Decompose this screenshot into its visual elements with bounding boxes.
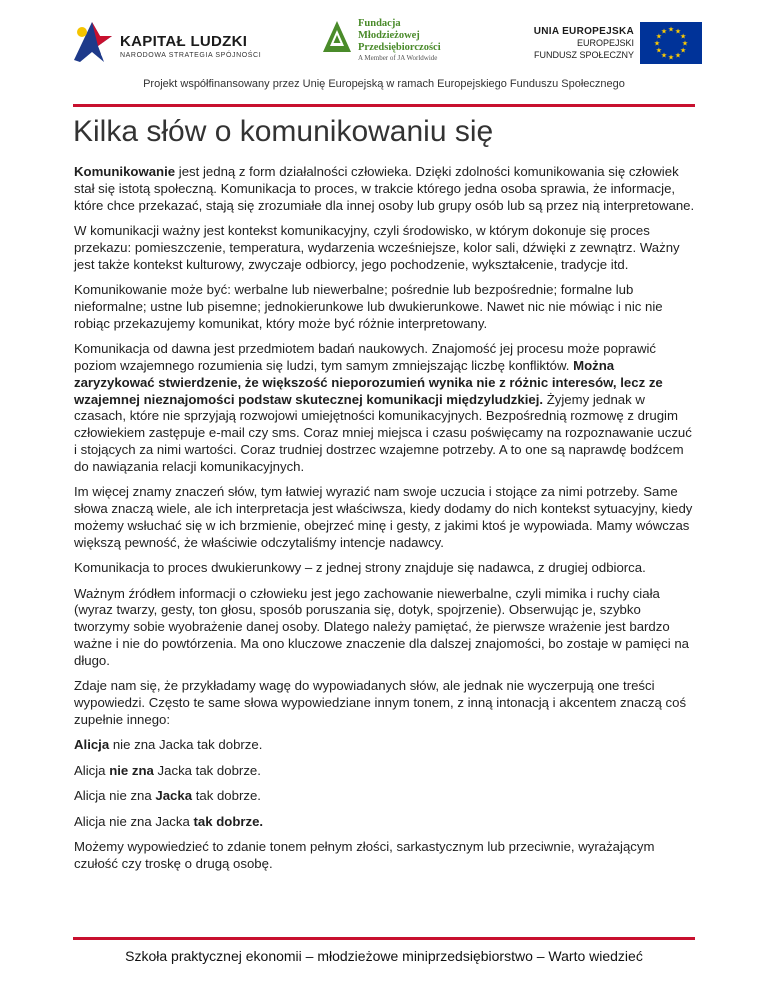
paragraph: Komunikowanie jest jedną z form działalności człowieka. Dzięki zdolności komunikowania się człowiek stał się istotą społeczną. Komunikacja to proces, w trakcie którego jedna osoba sprawia, że informacje, które chce przekazać, stają się zrozumiałe dla innej osoby lub grupy osób lub są przez nią interpretowane. [74,164,695,213]
eu-label [534,26,634,61]
eu-subtitle-2: FUNDUSZ SPOŁECZNY [533,50,634,60]
kapital-ludzki-logo [70,16,270,66]
example-sentence: Alicja nie zna Jacka tak dobrze. [74,788,261,804]
page-header [0,0,768,100]
paragraph: Ważnym źródłem informacji o człowieku jest jego zachowanie niewerbalne, czyli mimika i ruchy ciała (wyraz twarzy, gesty, ton głosu, sposób poruszania się, dotyk, spojrzenie). Obserwując je, szybko tworzymy sobie wyobrażenie danej osoby. Dlatego należy pamiętać, że pierwsze wrażenie jest bardzo ważne i nie do powtórzenia. Ma ono kluczowe znaczenie dla dalszej znajomości, bo zostaje w pamięci na długo. [74,585,690,668]
svg-text:★: ★ [681,39,689,48]
kapital-ludzki-subtitle: NARODOWA STRATEGIA SPÓJNOŚCI [120,52,262,59]
paragraph: Komunikacja od dawna jest przedmiotem badań naukowych. Znajomość jej procesu może poprawić poziom wzajemnego rozumienia się ludzi, tym samym zmniejszając liczbę konfliktów. Można zaryzykować stwierdzenie, że większość nieporozumień wynika nie z różnic interesów, lecz ze wzajemnej nieznajomości podstaw skutecznej komunikacji międzyludzkiej. Żyjemy jednak w czasach, które nie sprzyjają rozwojowi umiejętności komunikacyjnych. Bezpośrednią rozmowę z drugim człowiekiem zastępuje e-mail czy sms. Coraz mniej miejsca i czasu poświęcamy na rozpoznawanie uczuć i stojących za nimi wartości. Coraz trudniej dostrzec wzajemne potrzeby. A to one są naprawdę bodźcem do nawiązania relacji komunikacyjnych. [74,341,692,474]
svg-text:★: ★ [679,46,687,55]
kapital-ludzki-title: KAPITAŁ LUDZKI [120,33,248,50]
svg-text:★: ★ [655,32,663,41]
svg-text:★: ★ [653,39,661,48]
svg-text:★: ★ [660,27,668,36]
emphasis: nie zna [109,762,154,778]
paragraph: Komunikowanie może być: werbalne lub niewerbalne; pośrednie lub bezpośrednie; formalne lub nieformalne; ustne lub pisemne; jednokierunkowe lub dwukierunkowe. Nawet nic nie mówiąc i nic nie robiąc przekazujemy komunikat, który może być różnie interpretowany. [74,282,663,331]
eu-flag-icon [640,22,702,64]
svg-text:★: ★ [667,53,675,62]
emphasis: Jacka [155,788,193,804]
kapital-ludzki-emblem-icon [70,16,116,66]
eu-title: UNIA EUROPEJSKA [533,26,634,37]
paragraph: Zdaje nam się, że przykładamy wagę do wypowiadanych słów, ale jednak nie wyczerpują one treści wypowiedzi. Często te same słowa wypowiedziane innym tonem, z inną intonacją i akcentem znaczą coś zupełnie innego: [74,678,687,727]
fundacja-member: A Member of JA Worldwide [358,54,438,62]
fundacja-line-2: Młodzieżowej [358,30,420,41]
fundacja-logo [322,18,472,64]
emphasis: Można zaryzykować stwierdzenie, że większość nieporozumień wynika nie z różnic interesów, lecz ze wzajemnej nieznajomości podstaw skutecznej komunikacji międzyludzkiej. [74,358,663,407]
emphasis: Alicja [74,737,110,753]
example-sentence: Alicja nie zna Jacka tak dobrze. [74,737,263,753]
svg-text:★: ★ [674,51,682,60]
paragraph: W komunikacji ważny jest kontekst komunikacyjny, czyli środowisko, w którym dokonuje się proces przekazu: pomieszczenie, temperatura, wydarzenia wcześniejsze, kolor sali, dźwięki z zewnątrz. Ważny jest także kontekst kulturowy, zwyczaje odbiorcy, jego pochodzenie, wykształcenie, tradycje itd. [74,223,680,272]
svg-text:★: ★ [667,25,675,34]
page-footer: Szkoła praktycznej ekonomii – młodzieżowe miniprzedsiębiorstwo – Warto wiedzieć [125,948,643,964]
example-sentence: Alicja nie zna Jacka tak dobrze. [74,813,264,829]
page-title: Kilka słów o komunikowaniu się [73,115,494,148]
fundacja-line-1: Fundacja [358,18,401,29]
example-sentence: Alicja nie zna Jacka tak dobrze. [74,762,261,778]
paragraph: Możemy wypowiedzieć to zdanie tonem pełnym złości, sarkastycznym lub przeciwnie, wyrażającym czułość czy troskę o drugą osobę. [74,839,655,872]
svg-text:★: ★ [674,27,682,36]
project-funding-line: Projekt współfinansowany przez Unię Europejską w ramach Europejskiego Funduszu Społecznego [143,78,625,90]
svg-text:★: ★ [679,32,687,41]
fundacja-emblem-icon [322,20,352,54]
header-divider [73,104,695,107]
eu-subtitle-1: EUROPEJSKI [576,38,634,48]
fundacja-line-3: Przedsiębiorczości [358,42,441,53]
article-body [74,164,698,882]
paragraph: Komunikacja to proces dwukierunkowy – z jednej strony znajduje się nadawca, z drugiej odbiorca. [74,560,646,576]
emphasis: Komunikowanie [74,164,176,179]
svg-text:★: ★ [655,46,663,55]
emphasis: tak dobrze. [193,813,264,829]
svg-text:★: ★ [660,51,668,60]
footer-divider [73,937,695,940]
paragraph: Im więcej znamy znaczeń słów, tym łatwiej wyrazić nam swoje uczucia i stojące za nimi potrzeby. Same słowa znaczą wiele, ale ich interpretacja jest właściwsza, kiedy dodamy do nich kontekst sytuacyjny, kiedy możemy wsłuchać się w ich brzmienie, obejrzeć minę i gesty, z jakimi ktoś je wypowiada. Mamy wówczas większą pewność, że właściwie odczytaliśmy intencje nadawcy. [74,484,693,550]
